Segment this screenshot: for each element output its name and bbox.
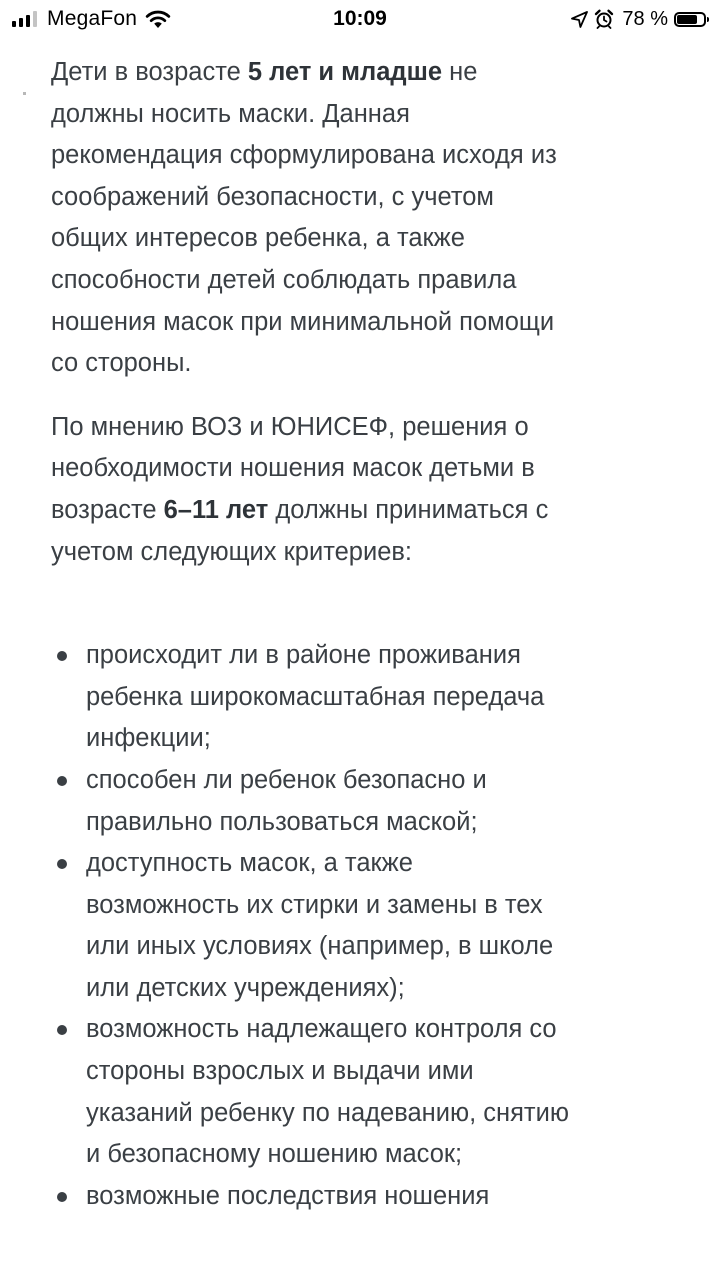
article-body [51, 52, 571, 1217]
list-item [51, 760, 571, 843]
bullet-icon [57, 776, 67, 786]
bullet-icon [57, 1025, 67, 1035]
list-item-text: возможные последствия ношения [86, 1181, 490, 1210]
battery-fill [677, 15, 697, 24]
list-item [51, 1009, 571, 1175]
list-item [51, 843, 571, 1009]
list-item-text: способен ли ребенок безопасно и правильно пользоваться маской; [86, 765, 487, 836]
paragraph-text: не должны носить маски. Данная рекомендация сформулирована исходя из соображений безопасности, с учетом общих интересов ребенка, а также способности детей соблюдать правила ношения масок при минимальной помощи со стороны. [51, 58, 557, 378]
paragraph-text: должны приниматься с учетом следующих критериев: [51, 495, 549, 566]
battery-percent: 78 % [622, 7, 668, 30]
status-time: 10:09 [333, 7, 387, 30]
status-bar [0, 0, 720, 38]
paragraph-text: Дети в возрасте [51, 58, 248, 86]
carrier-name: MegaFon [47, 7, 138, 30]
bullet-icon [57, 859, 67, 869]
bullet-icon [57, 1192, 67, 1202]
location-icon [571, 11, 588, 28]
criteria-list [51, 635, 571, 1217]
battery-icon [674, 12, 706, 27]
list-item-text: возможность надлежащего контроля со стороны взрослых и выдачи ими указаний ребенку по надеванию, снятию и безопасному ношению масок; [86, 1015, 569, 1169]
list-item-text: происходит ли в районе проживания ребенка широкомасштабная передача инфекции; [86, 641, 545, 753]
paragraph-age-5 [51, 52, 571, 385]
list-item [51, 1176, 571, 1218]
bullet-icon [57, 651, 67, 661]
bold-age: 5 лет и младше [247, 58, 443, 86]
list-item-text: доступность масок, а также возможность их стирки и замены в тех или иных условиях (например, в школе или детских учреждениях); [86, 849, 554, 1002]
alarm-icon [594, 9, 614, 29]
status-right [571, 6, 706, 32]
scroll-marker [23, 92, 26, 95]
paragraph-text: По мнению ВОЗ и ЮНИСЕФ, решения о необходимости ношения масок детьми в возрасте [51, 412, 535, 524]
bold-age: 6–11 лет [163, 495, 269, 524]
list-item [51, 635, 571, 760]
paragraph-age-6-11 [51, 407, 571, 573]
